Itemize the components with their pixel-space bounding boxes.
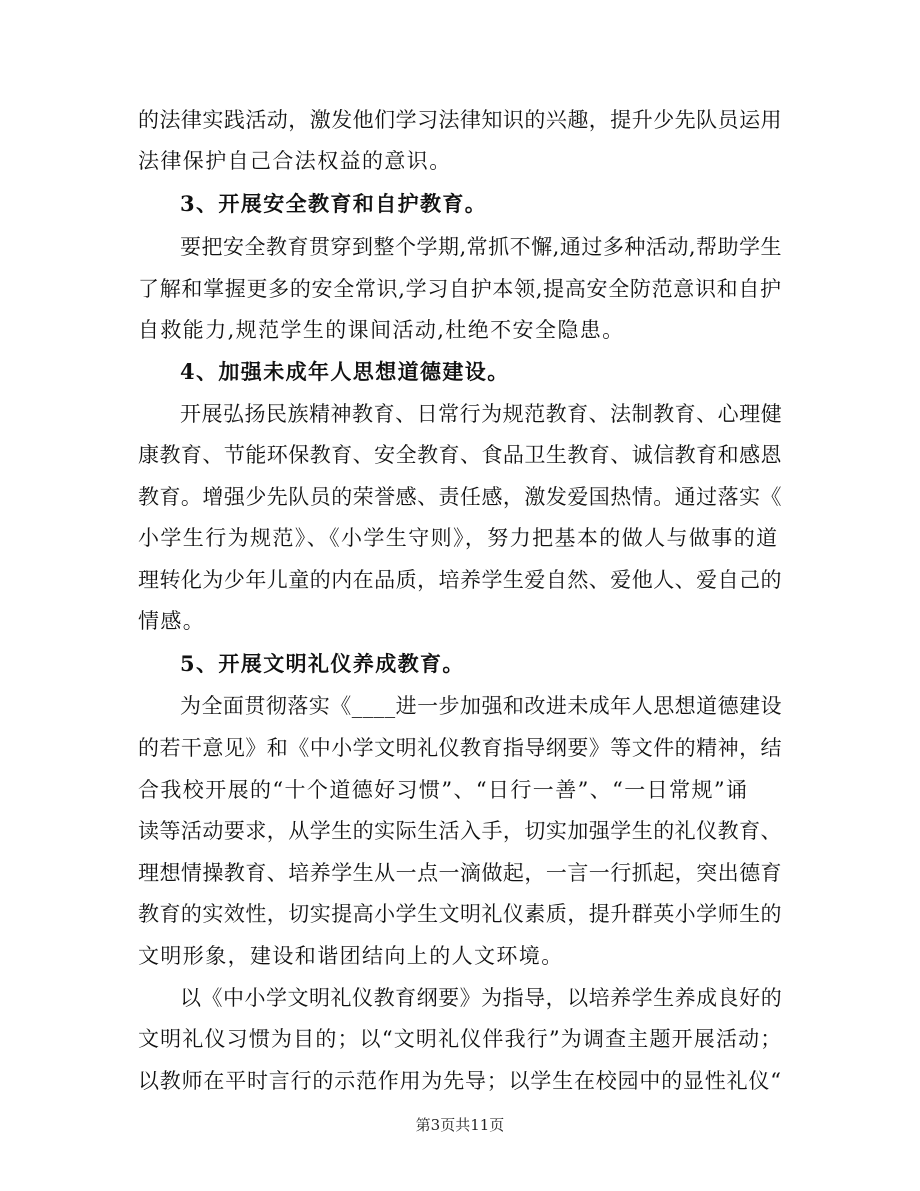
text-line: 情感。 — [138, 609, 206, 633]
text-line: 读等活动要求，从学生的实际生活入手，切实加强学生的礼仪教育、 — [138, 819, 782, 843]
text-line: 文明形象，建设和谐团结向上的人文环境。 — [138, 944, 564, 968]
text-line: 康教育、节能环保教育、安全教育、食品卫生教育、诚信教育和感恩 — [138, 443, 782, 467]
text-line: 的若干意见》和《中小学文明礼仪教育指导纲要》等文件的精神，结 — [138, 736, 782, 760]
section-heading-3: 3、开展安全教育和自护教育。 — [180, 191, 488, 216]
text-line: 以教师在平时言行的示范作用为先导；以学生在校园中的显性礼仪“ — [138, 1069, 782, 1093]
text-line: 合我校开展的“十个道德好习惯”、“日行一善”、“一日常规”诵 — [138, 778, 749, 802]
section-heading-5: 5、开展文明礼仪养成教育。 — [180, 651, 465, 676]
text-line: 教育。增强少先队员的荣誉感、责任感，激发爱国热情。通过落实《 — [138, 485, 782, 509]
text-line: 的法律实践活动，激发他们学习法律知识的兴趣，提升少先队员运用 — [138, 108, 782, 132]
text-line: 法律保护自己合法权益的意识。 — [138, 149, 452, 173]
text-line: 理转化为少年儿童的内在品质，培养学生爱自然、爱他人、爱自己的 — [138, 568, 782, 592]
text-line: 文明礼仪习惯为目的；以“文明礼仪伴我行”为调查主题开展活动； — [138, 1027, 783, 1051]
text-line: 以《中小学文明礼仪教育纲要》为指导，以培养学生养成良好的 — [180, 986, 783, 1010]
text-line: 自救能力,规范学生的课间活动,杜绝不安全隐患。 — [138, 318, 625, 342]
text-line: 要把安全教育贯穿到整个学期,常抓不懈,通过多种活动,帮助学生 — [180, 235, 783, 259]
text-line: 为全面贯彻落实《____进一步加强和改进未成年人思想道德建设 — [180, 694, 782, 718]
page-number-footer: 第3页共11页 — [415, 1116, 505, 1134]
text-line: 了解和掌握更多的安全常识,学习自护本领,提高安全防范意识和自护 — [138, 277, 782, 301]
text-line: 开展弘扬民族精神教育、日常行为规范教育、法制教育、心理健 — [180, 402, 783, 426]
text-line: 理想情操教育、培养学生从一点一滴做起，一言一行抓起，突出德育 — [138, 861, 782, 885]
section-heading-4: 4、加强未成年人思想道德建设。 — [180, 359, 510, 384]
text-line: 小学生行为规范》、《小学生守则》，努力把基本的做人与做事的道 — [138, 526, 779, 550]
text-line: 教育的实效性，切实提高小学生文明礼仪素质，提升群英小学师生的 — [138, 902, 782, 926]
